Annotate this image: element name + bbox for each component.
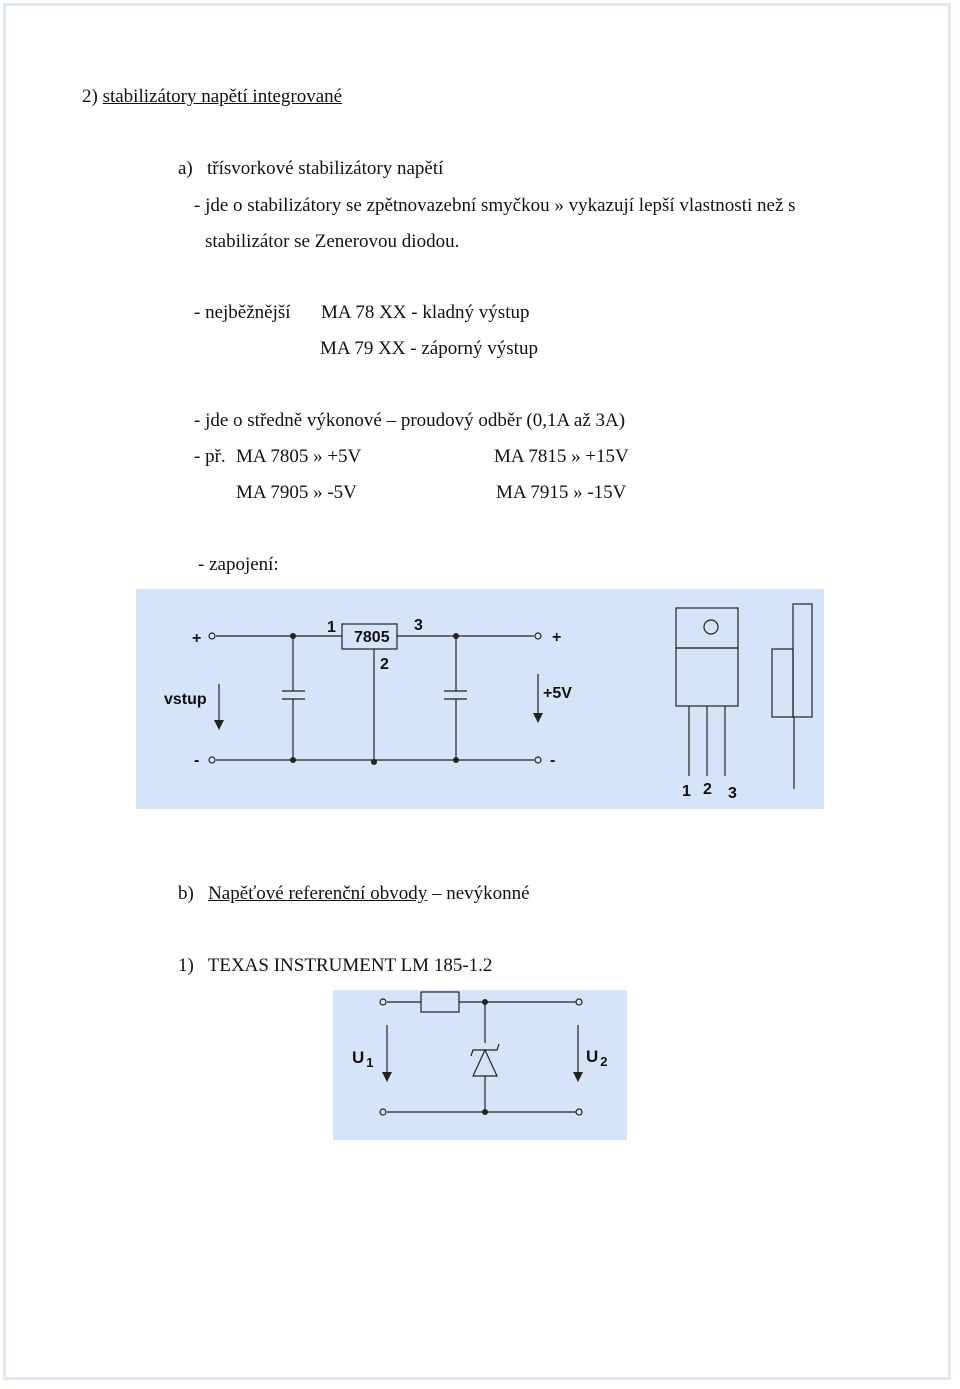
input-label: vstup — [164, 691, 207, 708]
reference-circuit-diagram — [333, 990, 627, 1140]
junction-dot — [482, 1109, 488, 1115]
medium-power-line: - jde o středně výkonové – proudový odběr (0,1A až 3A) — [194, 410, 626, 431]
input-minus-label: - — [194, 752, 200, 769]
output-terminal-top — [576, 999, 582, 1005]
output-plus-terminal — [535, 633, 541, 639]
example-1: MA 7805 » +5V — [236, 446, 362, 467]
paragraph-line-1: - jde o stabilizátory se zpětnovazební smyčkou » vykazují lepší vlastnosti než s — [194, 195, 796, 216]
type-line-1: MA 78 XX - kladný výstup — [321, 302, 530, 323]
section-heading — [82, 86, 342, 108]
regulator-circuit-diagram — [136, 589, 824, 809]
heading-title: stabilizátory napětí integrované — [102, 86, 343, 107]
junction-dot — [453, 757, 459, 763]
example-prefix: - př. — [194, 446, 226, 467]
junction-dot — [290, 633, 296, 639]
ic-pin-2-label: 2 — [380, 656, 389, 673]
example-4: MA 7915 » -15V — [496, 482, 627, 503]
output-minus-label: - — [550, 752, 556, 769]
ic-name-label: 7805 — [354, 629, 390, 646]
package-pin-1-label: 1 — [682, 783, 691, 800]
heading-number: 2) — [82, 86, 98, 107]
ic-pin-1-label: 1 — [327, 619, 336, 636]
input-plus-terminal — [209, 633, 215, 639]
subsection-a-marker: a) — [178, 158, 193, 179]
common-prefix: - nejběžnější — [194, 302, 291, 323]
junction-dot — [482, 999, 488, 1005]
output-voltage-label: +5V — [543, 685, 572, 702]
input-terminal-bottom — [380, 1109, 386, 1115]
reference-item — [178, 955, 492, 977]
subsection-b-suffix: – nevýkonné — [431, 883, 530, 904]
junction-dot — [371, 759, 377, 765]
subsection-a-title: třísvorkové stabilizátory napětí — [207, 158, 444, 179]
package-pin-2-label: 2 — [703, 781, 712, 798]
subsection-b — [178, 883, 530, 905]
subsection-a — [178, 158, 443, 180]
ic-pin-3-label: 3 — [414, 617, 423, 634]
example-2: MA 7815 » +15V — [494, 446, 629, 467]
package-pin-3-label: 3 — [728, 785, 737, 802]
diagram-background — [136, 589, 824, 809]
reference-item-marker: 1) — [178, 955, 194, 976]
output-terminal-bottom — [576, 1109, 582, 1115]
example-3: MA 7905 » -5V — [236, 482, 357, 503]
junction-dot — [290, 757, 296, 763]
diagram-background — [333, 990, 627, 1140]
wiring-label: - zapojení: — [198, 554, 279, 575]
subsection-b-title: Napěťové referenční obvody — [208, 883, 428, 904]
output-minus-terminal — [535, 757, 541, 763]
input-minus-terminal — [209, 757, 215, 763]
type-line-2: MA 79 XX - záporný výstup — [320, 338, 538, 359]
junction-dot — [453, 633, 459, 639]
u1-label: U $_1$ — [352, 1048, 374, 1070]
reference-item-text: TEXAS INSTRUMENT LM 185-1.2 — [207, 955, 493, 976]
input-terminal-top — [380, 999, 386, 1005]
paragraph-line-2: stabilizátor se Zenerovou diodou. — [205, 231, 460, 252]
output-plus-label: + — [552, 629, 562, 646]
subsection-b-marker: b) — [178, 883, 194, 904]
input-plus-label: + — [192, 630, 202, 647]
u2-label: U $_2$ — [586, 1047, 608, 1069]
